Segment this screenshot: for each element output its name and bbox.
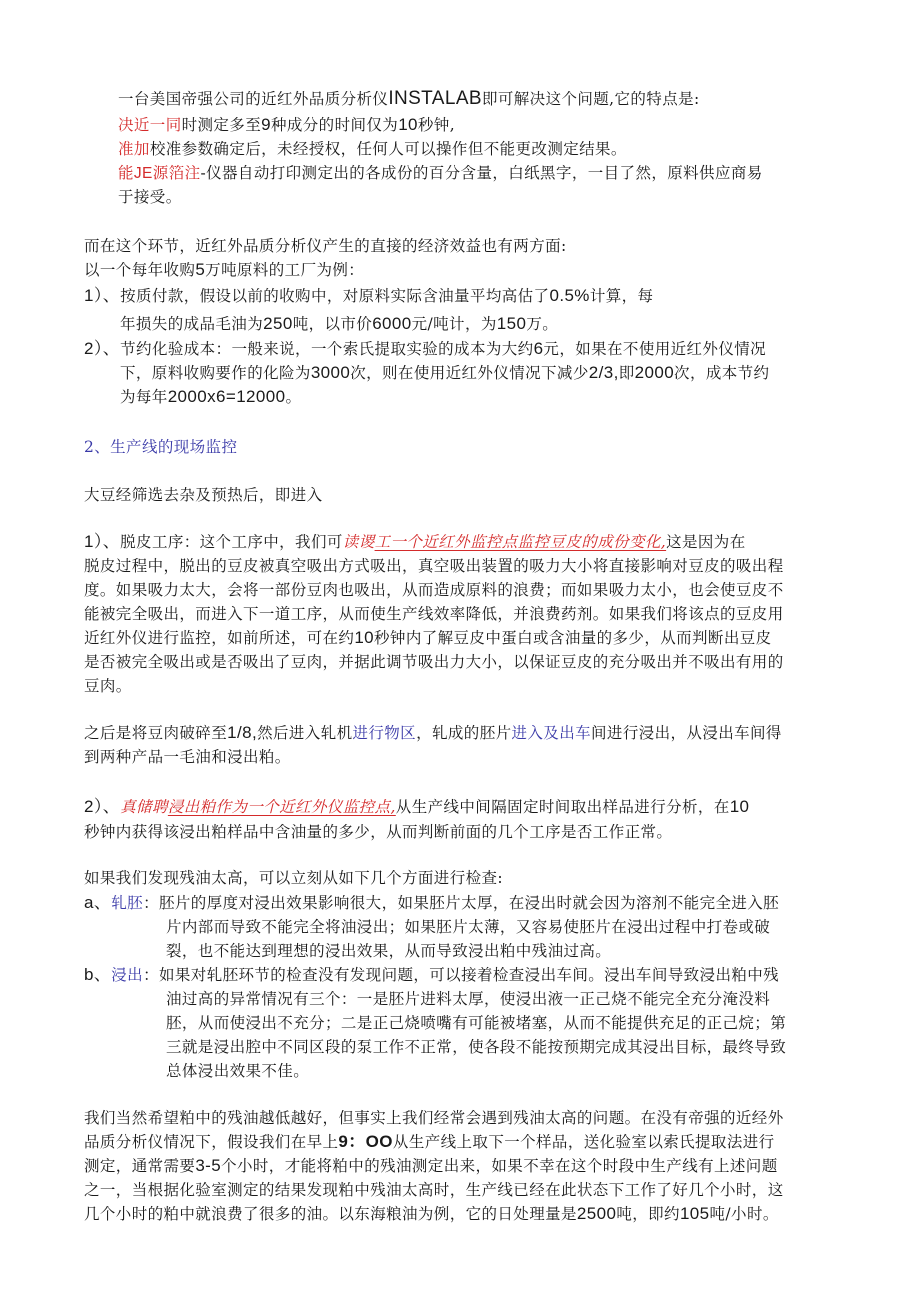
- check-b-line-2: 油过高的异常情况有三个：一是胚片进料太厚，使浸出液一正己烧不能完全充分淹没料: [166, 990, 771, 1008]
- intro-line-3: 准加校准参数确定后，未经授权，任何人可以操作但不能更改测定结果。: [118, 140, 627, 158]
- intro-line-2: 决近一同时测定多至9种成分的时间仅为10秒钟,: [118, 115, 456, 134]
- check-b-line-1: b、浸出：如果对轧胚环节的检查没有发现问题，可以接着检查浸出车间。浸出车间导致浸出粕中残: [84, 965, 780, 984]
- crushing-line-1: 之后是将豆肉破碎至1/8,然后进入轧机进行物区，轧成的胚片进入及出车间进行浸出，从浸出车间得: [84, 723, 782, 742]
- check-a-line-2: 片内部而导致不能完全将油浸出；如果胚片太薄，又容易使胚片在浸出过程中打卷或破: [166, 918, 771, 936]
- final-line-5: 几个小时的粕中就浪费了很多的油。以东海粮油为例，它的日处理量是2500吨，即约105吨/小时。: [84, 1204, 779, 1223]
- benefit-line-2: 以一个每年收购5万吨原料的工厂为例：: [84, 260, 365, 279]
- meal-line-1: 2）、真储聘浸出粕作为一个近红外仪监控点,从生产线中间隔固定时间取出样品进行分析，在10: [84, 797, 750, 816]
- dehulling-line-4: 能被完全吸出，而进入下一道工序，从而使生产线效率降低，并浪费药剂。如果我们将该点的豆皮用: [84, 605, 784, 623]
- dehulling-line-1: 1）、脱皮工序：这个工序中，我们可读谡工一个近红外监控点监控豆皮的成份变化,这是因为在: [84, 532, 746, 551]
- dehulling-line-3: 度。如果吸力太大，会将一部份豆肉也吸出，从而造成原料的浪费；而如果吸力太小，也会使豆皮不: [84, 581, 784, 599]
- benefit-item-2-line-3: 为每年2000x6=12000。: [120, 387, 302, 406]
- intro-line-4: 能JE源箔注-仪器自动打印测定出的各成份的百分含量，白纸黑字，一目了然，原料供应商易: [118, 164, 763, 182]
- dehulling-line-7: 豆肉。: [84, 677, 132, 695]
- dehulling-line-5: 近红外仪进行监控，如前所述，可在约10秒钟内了解豆皮中蛋白或含油量的多少，从而判断出豆皮: [84, 628, 772, 647]
- final-line-1: 我们当然希望粕中的残油越低越好，但事实上我们经常会遇到残油太高的问题。在没有帝强的近经外: [84, 1109, 784, 1127]
- check-a-line-3: 裂，也不能达到理想的浸出效果，从而导致浸出粕中残油过高。: [166, 942, 612, 960]
- check-b-line-3: 胚，从而使浸出不充分；二是正己烧喷嘴有可能被堵塞，从而不能提供充足的正己烷；第: [166, 1014, 787, 1032]
- check-a-line-1: a、轧胚：胚片的厚度对浸出效果影响很大，如果胚片太厚，在浸出时就会因为溶剂不能完全进入胚: [84, 893, 780, 912]
- benefit-line-1: 而在这个环节，近红外品质分析仪产生的直接的经济效益也有两方面:: [84, 237, 567, 255]
- intro-line-1: 一台美国帝强公司的近红外品质分析仪INSTALAB即可解决这个问题,它的特点是:: [118, 88, 700, 109]
- dehulling-line-6: 是否被完全吸出或是否吸出了豆肉，并据此调节吸出力大小，以保证豆皮的充分吸出并不吸出有用的: [84, 653, 784, 671]
- section-2-heading: 2、生产线的现场监控: [84, 438, 238, 456]
- dehulling-line-2: 脱皮过程中，脱出的豆皮被真空吸出方式吸出，真空吸出装置的吸力大小将直接影响对豆皮的吸出程: [84, 557, 784, 575]
- benefit-item-2-line-1: 2）、节约化验成本：一般来说，一个索氏提取实验的成本为大约6元，如果在不使用近红外仪情况: [84, 339, 767, 358]
- benefit-item-1-line-2: 年损失的成品毛油为250吨，以市价6000元/吨计，为150万。: [120, 314, 559, 333]
- benefit-item-1-line-1: 1）、按质付款，假设以前的收购中，对原料实际含油量平均高估了0.5%计算，每: [84, 286, 654, 305]
- crushing-line-2: 到两种产品一毛油和浸出粕。: [84, 748, 291, 766]
- meal-line-2: 秒钟内获得该浸出粕样品中含油量的多少，从而判断前面的几个工序是否工作正常。: [84, 823, 673, 841]
- check-b-line-4: 三就是浸出腔中不同区段的泵工作不正常，使各段不能按预期完成其浸出目标，最终导致: [166, 1038, 787, 1056]
- section-2-intro: 大豆经筛选去杂及预热后，即进入: [84, 486, 323, 504]
- intro-line-5: 于接受。: [118, 188, 182, 206]
- final-line-3: 测定，通常需要3-5个小时，才能将粕中的残油测定出来，如果不幸在这个时段中生产线有上述问题: [84, 1156, 778, 1175]
- final-line-2: 品质分析仪情况下，假设我们在早上9：OO从生产线上取下一个样品，送化验室以索氏提取法进行: [84, 1132, 775, 1151]
- final-line-4: 之一，当根据化验室测定的结果发现粕中残油太高时，生产线已经在此状态下工作了好几个小时，这: [84, 1181, 784, 1199]
- check-intro: 如果我们发现残油太高，可以立刻从如下几个方面进行检查:: [84, 869, 504, 887]
- benefit-item-2-line-2: 下，原料收购要作的化险为3000次，则在使用近红外仪情况下减少2/3,即2000次，成本节约: [120, 363, 770, 382]
- check-b-line-5: 总体浸出效果不佳。: [166, 1062, 310, 1080]
